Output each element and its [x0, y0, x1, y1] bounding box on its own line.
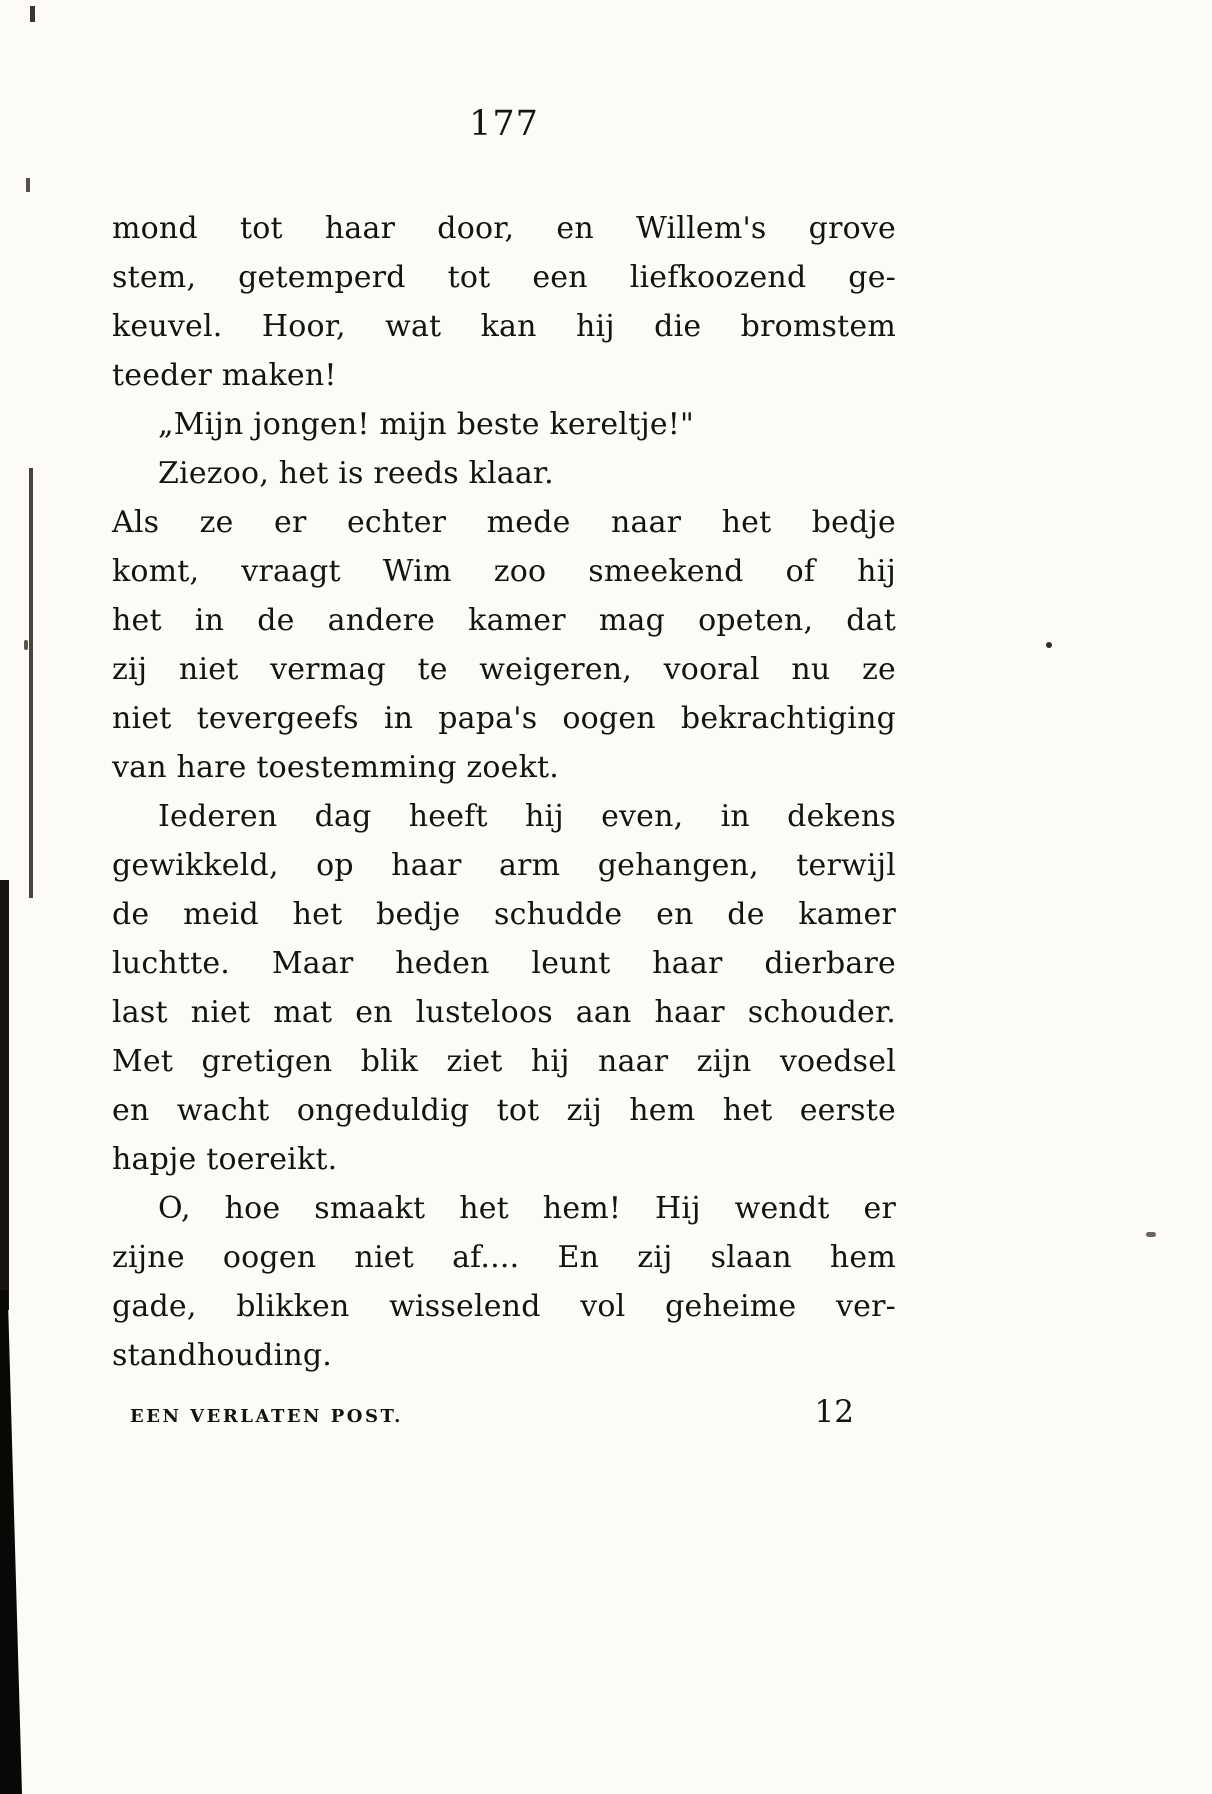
text-line: Iederen dag heeft hij even, in dekens [158, 799, 896, 834]
text-line: zij niet vermag te weigeren, vooral nu ze [112, 652, 896, 687]
text-line: gade, blikken wisselend vol geheime ver- [112, 1289, 896, 1324]
page-number: 177 [469, 104, 539, 144]
scan-artifact [1146, 1232, 1156, 1237]
scan-artifact [26, 178, 30, 192]
running-title: EEN VERLATEN POST. [130, 1406, 403, 1427]
text-line: O, hoe smaakt het hem! Hij wendt er [158, 1191, 896, 1226]
text-line: komt, vraagt Wim zoo smeekend of hij [112, 554, 896, 589]
paragraph [112, 1184, 896, 1380]
scan-artifact [1046, 642, 1052, 648]
page-footer [112, 1394, 896, 1430]
text-line: het in de andere kamer mag opeten, dat [112, 603, 896, 638]
text-block [112, 204, 896, 1380]
text-line: Als ze er echter mede naar het bedje [112, 505, 896, 540]
text-line: en wacht ongeduldig tot zij hem het eerste [112, 1093, 896, 1128]
text-line: standhouding. [112, 1338, 333, 1373]
text-line: „Mijn jongen! mijn beste kereltje!" [158, 407, 695, 442]
paragraph [112, 204, 896, 400]
scan-artifact [29, 468, 33, 898]
signature-number: 12 [814, 1394, 854, 1430]
text-line: last niet mat en lusteloos aan haar schouder. [112, 995, 896, 1030]
text-line: mond tot haar door, en Willem's grove [112, 211, 896, 246]
text-line: de meid het bedje schudde en de kamer [112, 897, 896, 932]
text-line: keuvel. Hoor, wat kan hij die bromstem [112, 309, 896, 344]
text-line: Ziezoo, het is reeds klaar. [158, 456, 554, 491]
text-line: teeder maken! [112, 358, 337, 393]
text-line: stem, getemperd tot een liefkoozend ge- [112, 260, 896, 295]
text-line: gewikkeld, op haar arm gehangen, terwijl [112, 848, 896, 883]
text-line: zijne oogen niet af.... En zij slaan hem [112, 1240, 896, 1275]
text-line: van hare toestemming zoekt. [112, 750, 559, 785]
paragraph [112, 498, 896, 792]
text-line: niet tevergeefs in papa's oogen bekrachtiging [112, 701, 896, 736]
text-line: Met gretigen blik ziet hij naar zijn voedsel [112, 1044, 896, 1079]
scan-artifact [0, 1290, 22, 1794]
paragraph [112, 792, 896, 1184]
text-line: luchtte. Maar heden leunt haar dierbare [112, 946, 896, 981]
paragraph [112, 400, 896, 449]
paragraph [112, 449, 896, 498]
scan-artifact [30, 6, 35, 22]
text-line: hapje toereikt. [112, 1142, 338, 1177]
scan-artifact [0, 880, 9, 1310]
scan-artifact [24, 640, 28, 650]
